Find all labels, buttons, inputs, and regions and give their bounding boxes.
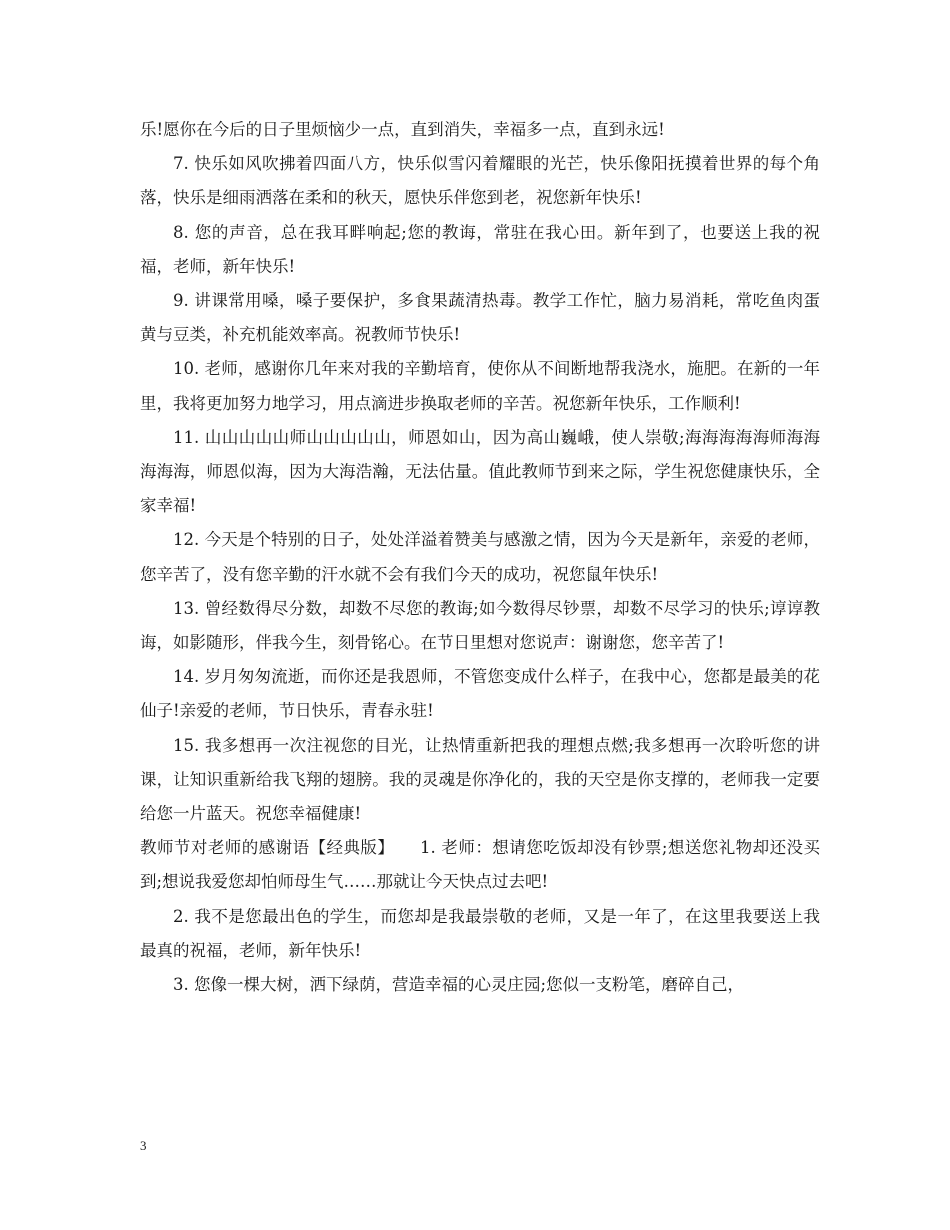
paragraph: 9. 讲课常用嗓，嗓子要保护，多食果蔬清热毒。教学工作忙，脑力易消耗，常吃鱼肉蛋黄与豆类，补充机能效率高。祝教师节快乐! <box>140 291 820 345</box>
page-number: 3 <box>140 1138 147 1153</box>
paragraph: 教师节对老师的感谢语【经典版】 1. 老师：想请您吃饭却没有钞票;想送您礼物却还没买到;想说我爱您却怕师母生气……那就让今天快点过去吧! <box>140 838 820 892</box>
paragraph: 3. 您像一棵大树，洒下绿荫，营造幸福的心灵庄园;您似一支粉笔，磨碎自己， <box>173 975 745 995</box>
paragraph: 11. 山山山山山师山山山山山，师恩如山，因为高山巍峨，使人崇敬;海海海海海师海海海海海，师恩似海，因为大海浩瀚，无法估量。值此教师节到来之际，学生祝您健康快乐，全家幸福! <box>140 427 820 516</box>
paragraph: 15. 我多想再一次注视您的目光，让热情重新把我的理想点燃;我多想再一次聆听您的讲课，让知识重新给我飞翔的翅膀。我的灵魂是你净化的，我的天空是你支撑的，老师我一定要给您一片蓝天。祝您幸福健康! <box>140 735 820 824</box>
paragraph: 2. 我不是您最出色的学生，而您却是我最崇敬的老师，又是一年了，在这里我要送上我最真的祝福，老师，新年快乐! <box>140 906 820 960</box>
paragraph: 10. 老师，感谢你几年来对我的辛勤培育，使你从不间断地帮我浇水，施肥。在新的一年里，我将更加努力地学习，用点滴进步换取老师的辛苦。祝您新年快乐，工作顺利! <box>140 359 820 413</box>
document-body <box>140 113 820 1002</box>
paragraph: 8. 您的声音，总在我耳畔响起;您的教诲，常驻在我心田。新年到了，也要送上我的祝福，老师，新年快乐! <box>140 222 820 276</box>
paragraph: 7. 快乐如风吹拂着四面八方，快乐似雪闪着耀眼的光芒，快乐像阳抚摸着世界的每个角落，快乐是细雨洒落在柔和的秋天，愿快乐伴您到老，祝您新年快乐! <box>140 154 820 208</box>
paragraph: 14. 岁月匆匆流逝，而你还是我恩师，不管您变成什么样子，在我中心，您都是最美的花仙子!亲爱的老师，节日快乐，青春永驻! <box>140 667 820 721</box>
paragraph: 13. 曾经数得尽分数，却数不尽您的教诲;如今数得尽钞票，却数不尽学习的快乐;谆谆教诲，如影随形，伴我今生，刻骨铭心。在节日里想对您说声：谢谢您，您辛苦了! <box>140 598 820 653</box>
paragraph: 乐!愿你在今后的日子里烦恼少一点，直到消失，幸福多一点，直到永远! <box>140 120 665 139</box>
paragraph: 12. 今天是个特别的日子，处处洋溢着赞美与感激之情，因为今天是新年，亲爱的老师，您辛苦了，没有您辛勤的汗水就不会有我们今天的成功，祝您鼠年快乐! <box>140 530 820 584</box>
